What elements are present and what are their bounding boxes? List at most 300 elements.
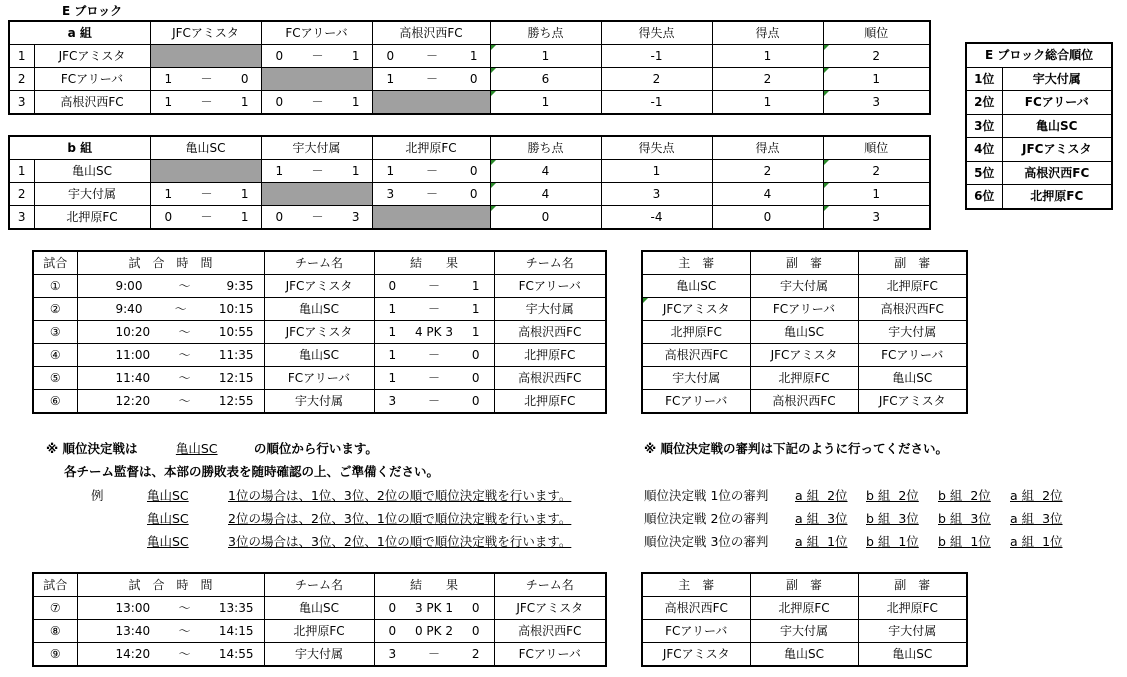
match-row: [33, 275, 606, 298]
sub-referee: 亀山SC: [858, 643, 967, 667]
main-referee: JFCアミスタ: [642, 298, 750, 321]
away-score: 0: [471, 371, 480, 385]
start-time: 9:00: [115, 279, 143, 293]
score-left: 0: [275, 210, 284, 224]
stat-points: 6: [490, 68, 601, 91]
stat-goal-diff: -1: [601, 91, 712, 115]
overall-ranking-title: E ブロック総合順位: [966, 43, 1112, 67]
referee-rule-group: b 組 1位: [938, 534, 991, 549]
group-stat-header: 得点: [712, 136, 823, 160]
score-left: 0: [275, 49, 284, 63]
header-result: 結 果: [374, 251, 494, 275]
match-row: [33, 298, 606, 321]
home-team: 亀山SC: [264, 344, 374, 367]
match-number: ①: [33, 275, 77, 298]
group-team-header: 宇大付属: [261, 136, 372, 160]
score-left: 0: [275, 95, 284, 109]
end-time: 12:55: [218, 394, 254, 408]
sub-referee: 宇大付属: [750, 620, 858, 643]
score-left: 1: [275, 164, 284, 178]
sub-referee: FCアリーバ: [750, 298, 858, 321]
start-time: 10:20: [115, 325, 151, 339]
score-pair: [373, 68, 490, 90]
group-table-a: [8, 20, 931, 115]
note-line-1-team: 亀山SC: [175, 441, 218, 456]
overall-rank: 6位: [966, 185, 1002, 209]
match-row: [33, 321, 606, 344]
score-right: 0: [240, 72, 249, 86]
score-dash: －: [425, 187, 438, 201]
score-dash: －: [200, 210, 213, 224]
match-time: [77, 321, 264, 344]
header-team: チーム名: [264, 573, 374, 597]
away-score: 0: [471, 624, 480, 638]
match-row: [33, 597, 606, 620]
row-team-name: 高根沢西FC: [34, 91, 150, 115]
score-right: 1: [351, 164, 360, 178]
score-pair: [151, 206, 261, 228]
time-range: [78, 344, 264, 366]
end-time: 14:15: [218, 624, 254, 638]
row-number: 1: [9, 160, 34, 183]
home-score: 1: [388, 348, 397, 362]
group-name: b 組: [9, 136, 150, 160]
time-range: [78, 597, 264, 619]
sub-referee: 高根沢西FC: [750, 390, 858, 414]
match-row: [33, 390, 606, 414]
header-time: 試 合 時 間: [77, 573, 264, 597]
main-referee: JFCアミスタ: [642, 643, 750, 667]
self-match-cell: [150, 160, 261, 183]
score-cell: [150, 183, 261, 206]
stat-goal-diff: 2: [601, 68, 712, 91]
header-main-referee: 主 審: [642, 251, 750, 275]
away-score: 1: [471, 325, 480, 339]
score-cell: [261, 206, 372, 230]
home-score: 0: [388, 624, 397, 638]
match-result: [374, 620, 494, 643]
result-mid: －: [427, 348, 440, 362]
match-number: ③: [33, 321, 77, 344]
match-row: [33, 367, 606, 390]
example-text: 2位の場合は、2位、3位、1位の順で順位決定戦を行います。: [228, 511, 572, 526]
score-pair: [262, 45, 372, 67]
match-number: ⑦: [33, 597, 77, 620]
score-cell: [372, 160, 490, 183]
result-pair: [375, 321, 494, 343]
end-time: 13:35: [218, 601, 254, 615]
away-team: 高根沢西FC: [494, 620, 606, 643]
score-cell: [261, 45, 372, 68]
overall-team: JFCアミスタ: [1002, 138, 1112, 162]
score-pair: [262, 160, 372, 182]
time-range: [78, 620, 264, 642]
score-dash: －: [311, 164, 324, 178]
overall-rank: 1位: [966, 67, 1002, 91]
away-team: 北押原FC: [494, 344, 606, 367]
end-time: 10:55: [218, 325, 254, 339]
group-row: [9, 45, 930, 68]
overall-rank-row: [966, 185, 1112, 209]
stat-goals: 1: [712, 45, 823, 68]
sub-referee: 亀山SC: [750, 643, 858, 667]
referee-row: [642, 367, 967, 390]
self-match-cell: [372, 206, 490, 230]
stat-rank: 3: [823, 206, 930, 230]
time-range: [78, 321, 264, 343]
group-stat-header: 勝ち点: [490, 136, 601, 160]
match-number: ⑥: [33, 390, 77, 414]
score-pair: [151, 68, 261, 90]
tilde: ～: [178, 624, 191, 638]
away-team: 高根沢西FC: [494, 321, 606, 344]
stat-rank: 1: [823, 68, 930, 91]
stat-goals: 2: [712, 160, 823, 183]
stat-rank: 1: [823, 183, 930, 206]
score-dash: －: [311, 49, 324, 63]
score-dash: －: [200, 187, 213, 201]
self-match-cell: [261, 183, 372, 206]
away-score: 0: [471, 394, 480, 408]
stat-points: 4: [490, 183, 601, 206]
match-number: ⑧: [33, 620, 77, 643]
tilde: ～: [178, 371, 191, 385]
match-result: [374, 275, 494, 298]
score-pair: [151, 91, 261, 113]
row-number: 3: [9, 91, 34, 115]
example-team: 亀山SC: [147, 488, 189, 503]
sub-referee: 宇大付属: [858, 321, 967, 344]
referee-rule-label: 順位決定戦 1位の審判: [644, 488, 769, 503]
referee-row: [642, 597, 967, 620]
score-cell: [372, 68, 490, 91]
referee-table-1: [641, 250, 968, 414]
stat-points: 0: [490, 206, 601, 230]
start-time: 9:40: [115, 302, 143, 316]
tilde: ～: [178, 394, 191, 408]
row-number: 3: [9, 206, 34, 230]
group-stat-header: 得失点: [601, 136, 712, 160]
row-number: 1: [9, 45, 34, 68]
home-team: JFCアミスタ: [264, 321, 374, 344]
header-sub-referee-2: 副 審: [858, 251, 967, 275]
end-time: 12:15: [218, 371, 254, 385]
referee-note-title: ※ 順位決定戦の審判は下記のように行ってください。: [644, 441, 949, 456]
group-table-b: [8, 135, 931, 230]
referee-rule-group: a 組 2位: [795, 488, 848, 503]
self-match-cell: [150, 45, 261, 68]
time-range: [78, 298, 264, 320]
away-score: 2: [471, 647, 480, 661]
overall-rank-row: [966, 161, 1112, 185]
start-time: 14:20: [115, 647, 151, 661]
match-row: [33, 620, 606, 643]
score-left: 1: [386, 72, 395, 86]
result-pair: [375, 275, 494, 297]
overall-team: 高根沢西FC: [1002, 161, 1112, 185]
score-left: 1: [164, 187, 173, 201]
referee-rule-group: a 組 3位: [795, 511, 848, 526]
main-referee: 宇大付属: [642, 367, 750, 390]
tilde: ～: [178, 647, 191, 661]
self-match-cell: [372, 91, 490, 115]
group-team-header: JFCアミスタ: [150, 21, 261, 45]
result-pair: [375, 344, 494, 366]
score-left: 1: [164, 72, 173, 86]
note-line-2: 各チーム監督は、本部の勝敗表を随時確認の上、ご準備ください。: [64, 464, 440, 479]
group-stat-header: 順位: [823, 136, 930, 160]
sub-referee: JFCアミスタ: [858, 390, 967, 414]
match-result: [374, 344, 494, 367]
score-dash: －: [200, 72, 213, 86]
score-left: 1: [164, 95, 173, 109]
home-team: 亀山SC: [264, 298, 374, 321]
sub-referee: FCアリーバ: [858, 344, 967, 367]
match-time: [77, 597, 264, 620]
score-cell: [372, 183, 490, 206]
end-time: 10:15: [218, 302, 254, 316]
match-row: [33, 344, 606, 367]
result-mid: －: [427, 647, 440, 661]
stat-goal-diff: 3: [601, 183, 712, 206]
result-mid: 3 PK 1: [414, 601, 453, 615]
result-pair: [375, 367, 494, 389]
referee-rule-group: b 組 3位: [938, 511, 991, 526]
score-dash: －: [311, 95, 324, 109]
home-team: 北押原FC: [264, 620, 374, 643]
note-line-1-prefix: ※ 順位決定戦は: [46, 441, 138, 456]
result-mid: －: [427, 279, 440, 293]
match-result: [374, 643, 494, 667]
stat-goals: 4: [712, 183, 823, 206]
tilde: ～: [174, 302, 187, 316]
score-right: 1: [351, 95, 360, 109]
main-referee: 高根沢西FC: [642, 344, 750, 367]
sub-referee: 北押原FC: [858, 275, 967, 298]
result-mid: －: [427, 302, 440, 316]
group-name: a 組: [9, 21, 150, 45]
match-result: [374, 390, 494, 414]
match-result: [374, 597, 494, 620]
stat-rank: 3: [823, 91, 930, 115]
score-right: 1: [351, 49, 360, 63]
result-pair: [375, 390, 494, 412]
group-team-header: FCアリーバ: [261, 21, 372, 45]
overall-team: 宇大付属: [1002, 67, 1112, 91]
overall-rank: 5位: [966, 161, 1002, 185]
match-time: [77, 344, 264, 367]
referee-row: [642, 643, 967, 667]
score-left: 0: [164, 210, 173, 224]
header-match: 試合: [33, 251, 77, 275]
away-team: 北押原FC: [494, 390, 606, 414]
stat-goals: 1: [712, 91, 823, 115]
sub-referee: 宇大付属: [858, 620, 967, 643]
stat-points: 1: [490, 91, 601, 115]
score-dash: －: [311, 210, 324, 224]
overall-rank-row: [966, 67, 1112, 91]
overall-ranking-table: [965, 42, 1113, 210]
header-team2: チーム名: [494, 573, 606, 597]
group-stat-header: 得点: [712, 21, 823, 45]
overall-rank-row: [966, 138, 1112, 162]
end-time: 14:55: [218, 647, 254, 661]
home-score: 3: [388, 647, 397, 661]
result-pair: [375, 643, 494, 665]
main-referee: 北押原FC: [642, 321, 750, 344]
referee-rule-group: b 組 2位: [938, 488, 991, 503]
referee-table-2: [641, 572, 968, 667]
main-referee: FCアリーバ: [642, 620, 750, 643]
group-row: [9, 160, 930, 183]
score-left: 1: [386, 164, 395, 178]
note-line-1-suffix: の順位から行います。: [253, 441, 378, 456]
score-right: 3: [351, 210, 360, 224]
main-referee: FCアリーバ: [642, 390, 750, 414]
sub-referee: 亀山SC: [858, 367, 967, 390]
row-team-name: 宇大付属: [34, 183, 150, 206]
group-row: [9, 183, 930, 206]
header-team: チーム名: [264, 251, 374, 275]
result-pair: [375, 597, 494, 619]
score-cell: [261, 91, 372, 115]
score-right: 0: [469, 72, 478, 86]
header-sub-referee-1: 副 審: [750, 251, 858, 275]
time-range: [78, 275, 264, 297]
stat-points: 4: [490, 160, 601, 183]
group-team-header: 北押原FC: [372, 136, 490, 160]
referee-rule-group: a 組 1位: [1010, 534, 1063, 549]
referee-rule-label: 順位決定戦 2位の審判: [644, 511, 769, 526]
referee-row: [642, 620, 967, 643]
match-number: ⑨: [33, 643, 77, 667]
header-time: 試 合 時 間: [77, 251, 264, 275]
match-time: [77, 367, 264, 390]
note-example-label: 例: [91, 488, 104, 503]
main-referee: 高根沢西FC: [642, 597, 750, 620]
match-time: [77, 390, 264, 414]
result-mid: 4 PK 3: [414, 325, 453, 339]
overall-rank-row: [966, 91, 1112, 115]
stat-goals: 0: [712, 206, 823, 230]
overall-rank-row: [966, 114, 1112, 138]
score-dash: －: [425, 49, 438, 63]
match-time: [77, 275, 264, 298]
away-team: JFCアミスタ: [494, 597, 606, 620]
referee-row: [642, 298, 967, 321]
stat-goal-diff: -4: [601, 206, 712, 230]
time-range: [78, 643, 264, 665]
match-number: ④: [33, 344, 77, 367]
start-time: 13:00: [115, 601, 151, 615]
schedule-header-row: [33, 251, 606, 275]
score-right: 1: [240, 187, 249, 201]
referee-rule-group: a 組 2位: [1010, 488, 1063, 503]
schedule-table-2: [32, 572, 607, 667]
score-pair: [262, 91, 372, 113]
referee-rule-group: b 組 2位: [866, 488, 919, 503]
overall-team: 亀山SC: [1002, 114, 1112, 138]
sub-referee: 北押原FC: [750, 597, 858, 620]
row-number: 2: [9, 68, 34, 91]
header-match: 試合: [33, 573, 77, 597]
stat-rank: 2: [823, 45, 930, 68]
referee-row: [642, 390, 967, 414]
stat-rank: 2: [823, 160, 930, 183]
score-dash: －: [425, 72, 438, 86]
match-number: ②: [33, 298, 77, 321]
group-team-header: 亀山SC: [150, 136, 261, 160]
group-team-header: 高根沢西FC: [372, 21, 490, 45]
score-pair: [373, 160, 490, 182]
tilde: ～: [178, 348, 191, 362]
start-time: 12:20: [115, 394, 151, 408]
match-row: [33, 643, 606, 667]
match-time: [77, 298, 264, 321]
score-dash: －: [425, 164, 438, 178]
time-range: [78, 390, 264, 412]
row-team-name: 亀山SC: [34, 160, 150, 183]
referee-rule-label: 順位決定戦 3位の審判: [644, 534, 769, 549]
score-pair: [151, 183, 261, 205]
result-mid: －: [427, 394, 440, 408]
match-number: ⑤: [33, 367, 77, 390]
referee-rule-group: b 組 3位: [866, 511, 919, 526]
home-score: 1: [388, 325, 397, 339]
row-number: 2: [9, 183, 34, 206]
result-mid: 0 PK 2: [414, 624, 453, 638]
sub-referee: 北押原FC: [858, 597, 967, 620]
home-score: 0: [388, 601, 397, 615]
away-score: 0: [471, 348, 480, 362]
schedule-table-1: [32, 250, 607, 414]
example-team: 亀山SC: [147, 511, 189, 526]
group-row: [9, 91, 930, 115]
block-title: E ブロック: [62, 4, 123, 18]
start-time: 11:00: [115, 348, 151, 362]
note-line-1: [46, 439, 378, 457]
group-stat-header: 得失点: [601, 21, 712, 45]
start-time: 11:40: [115, 371, 151, 385]
stat-goal-diff: 1: [601, 160, 712, 183]
away-team: FCアリーバ: [494, 643, 606, 667]
start-time: 13:40: [115, 624, 151, 638]
example-team: 亀山SC: [147, 534, 189, 549]
overall-team: FCアリーバ: [1002, 91, 1112, 115]
sub-referee: 北押原FC: [750, 367, 858, 390]
group-header-row: [9, 136, 930, 160]
self-match-cell: [261, 68, 372, 91]
score-pair: [373, 183, 490, 205]
referee-row: [642, 275, 967, 298]
score-cell: [372, 45, 490, 68]
stat-goals: 2: [712, 68, 823, 91]
home-team: JFCアミスタ: [264, 275, 374, 298]
score-right: 0: [469, 164, 478, 178]
tilde: ～: [178, 325, 191, 339]
home-team: 宇大付属: [264, 643, 374, 667]
end-time: 9:35: [226, 279, 254, 293]
header-sub-referee-1: 副 審: [750, 573, 858, 597]
score-left: 3: [386, 187, 395, 201]
home-team: 亀山SC: [264, 597, 374, 620]
score-cell: [150, 68, 261, 91]
header-sub-referee-2: 副 審: [858, 573, 967, 597]
group-row: [9, 68, 930, 91]
group-stat-header: 順位: [823, 21, 930, 45]
header-result: 結 果: [374, 573, 494, 597]
score-left: 0: [386, 49, 395, 63]
